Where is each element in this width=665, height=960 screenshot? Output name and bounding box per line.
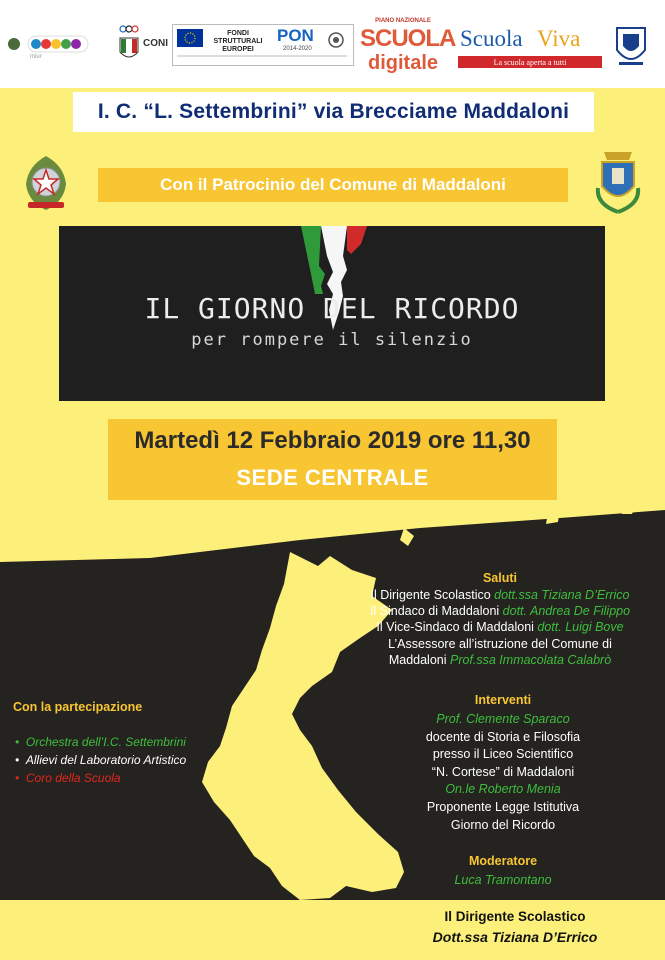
participation-label-3: Coro della Scuola — [25, 771, 121, 785]
saluti-role-5: Maddaloni — [388, 652, 450, 667]
participation-item-2: • Allievi del Laboratorio Artistico — [15, 753, 187, 767]
date-box — [108, 419, 557, 500]
saluti-role-3: Il Vice-Sindaco di Maddaloni — [376, 620, 538, 635]
scuola-viva-word2: Viva — [537, 26, 581, 51]
event-date-time: Martedì 12 Febbraio 2019 ore 11,30 — [134, 427, 531, 454]
footer-signature-role: Il Dirigente Scolastico — [444, 909, 586, 924]
saluti-name-5: Prof.ssa Immacolata Calabrò — [449, 652, 612, 667]
participation-item-1: • Orchestra dell’I.C. Settembrini — [15, 735, 186, 749]
moderatore-name: Luca Tramontano — [454, 873, 552, 887]
republic-emblem-icon — [327, 31, 345, 51]
scuola-viva-tagline: La scuola aperta a tutti — [493, 57, 567, 67]
interventi-line-6: Proponente Legge Istitutiva — [426, 799, 580, 814]
scuola-digitale-logo — [360, 18, 456, 78]
saluti-role-2: Il Sindaco di Maddaloni — [369, 604, 503, 619]
interventi-line-3: presso il Liceo Scientifico — [432, 747, 574, 762]
footer-signature-name: Dott.ssa Tiziana D’Errico — [432, 929, 598, 945]
participation-label-1: Orchestra dell’I.C. Settembrini — [25, 735, 186, 749]
interventi-speaker-2: On.le Roberto Menia — [445, 782, 561, 797]
pon-brand: PON — [277, 26, 314, 45]
patronage-banner — [98, 168, 568, 202]
saluti-heading: Saluti — [482, 571, 518, 585]
scuola-viva-logo — [458, 26, 608, 72]
scuola-digitale-top: PIANO NAZIONALE — [375, 18, 431, 24]
saluti-line-3 — [330, 619, 665, 635]
saluti-line-2 — [330, 603, 665, 619]
saluti-line-1 — [330, 587, 665, 603]
patronage-text: Con il Patrocinio del Comune di Maddaloni — [160, 175, 506, 194]
interventi-line-2: docente di Storia e Filosofia — [425, 729, 581, 744]
coni-label: CONI — [143, 38, 168, 49]
coni-logo — [118, 24, 140, 64]
regione-campania-logo — [615, 26, 647, 68]
school-banner — [73, 92, 594, 132]
scuola-digitale-word2: digitale — [367, 52, 438, 74]
pon-logo — [172, 24, 354, 66]
miur-caption: miur — [30, 54, 42, 60]
saluti-role-1: Il Dirigente Scolastico — [370, 588, 495, 602]
miur-logo — [6, 30, 90, 60]
maddaloni-coat-of-arms-icon — [594, 148, 642, 214]
moderatore-heading: Moderatore — [468, 854, 538, 868]
saluti-line-5 — [330, 652, 665, 668]
saluti-name-1: dott.ssa Tiziana D’Errico — [494, 588, 630, 602]
saluti-name-3: dott. Luigi Bove — [537, 620, 624, 635]
event-place: SEDE CENTRALE — [236, 465, 429, 490]
scuola-digitale-word1: SCUOLA — [360, 25, 456, 52]
scuola-viva-tagline-bar — [458, 56, 602, 68]
event-title: IL GIORNO DEL RICORDO — [144, 292, 520, 325]
pon-years: 2014-2020 — [283, 46, 312, 52]
interventi-line-4: “N. Cortese” di Maddaloni — [431, 764, 575, 779]
italian-republic-emblem-icon — [20, 150, 72, 214]
pon-funds-label: FONDI STRUTTURALI EUROPEI — [213, 30, 263, 53]
saluti-line-4: L’Assessore all’istruzione del Comune di — [388, 636, 612, 651]
interventi-heading: Interventi — [474, 693, 532, 707]
saluti-name-2: dott. Andrea De Filippo — [502, 604, 631, 619]
interventi-line-7: Giorno del Ricordo — [450, 817, 556, 832]
event-subtitle: per rompere il silenzio — [191, 330, 473, 350]
participation-heading: Con la partecipazione — [13, 700, 143, 714]
interventi-speaker-1: Prof. Clemente Sparaco — [436, 712, 570, 726]
pon-divider — [177, 55, 347, 57]
interventi-list — [333, 711, 665, 834]
scuola-viva-word1: Scuola — [460, 26, 523, 51]
eu-flag-icon — [177, 29, 203, 47]
logo-strip — [0, 0, 665, 88]
title-card — [59, 226, 605, 401]
school-name: I. C. “L. Settembrini” via Brecciame Maddaloni — [97, 100, 570, 123]
saluti-list — [330, 587, 665, 668]
participation-item-3: • Coro della Scuola — [15, 771, 121, 785]
participation-label-2: Allievi del Laboratorio Artistico — [25, 753, 187, 767]
